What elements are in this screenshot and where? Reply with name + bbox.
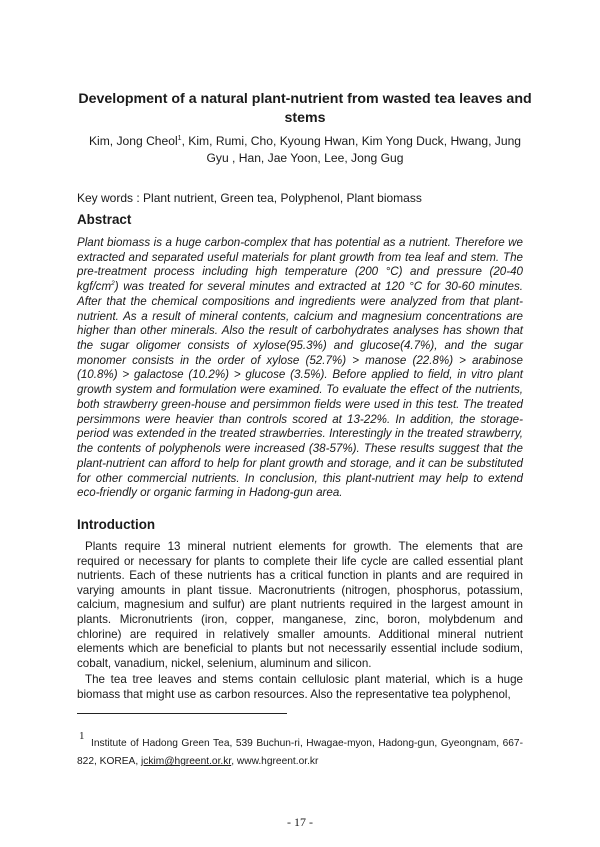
abstract-heading: Abstract [77, 212, 132, 227]
affiliation-marker: 1 [177, 135, 182, 142]
keywords: Key words : Plant nutrient, Green tea, Polyphenol, Plant biomass [77, 191, 422, 205]
introduction-heading: Introduction [77, 517, 156, 532]
footnote-text-part-2: , www.hgreent.or.kr [231, 756, 319, 767]
footnote-text-part-1: Institute of Hadong Green Tea, 539 Buchun-ri, Hwagae-myon, Hadong-gun, Gyeongnam, 667-822, KOREA, [77, 738, 523, 767]
footnote [77, 735, 523, 771]
abstract-text [77, 236, 523, 501]
introduction-paragraph-1: Plants require 13 mineral nutrient elements for growth. The elements that are required or necessary for plants to complete their life cycle are called essential plant nutrients. Each of these nutrients has a critical function in plants and are required in varying amounts in plant tissue. Macronutrients (nitrogen, phosphorus, potassium, calcium, magnesium and sulfur) are plant nutrients required in the largest amount in plants. Micronutrients (iron, copper, manganese, zinc, boron, molybdenum and chlorine) are required in relatively smaller amounts. Additional mineral nutrient elements which are beneficial to plants but not necessarily essential include sodium, cobalt, vanadium, nickel, selenium, aluminum and silicon. [77, 540, 523, 670]
superscript: 2 [111, 280, 115, 288]
abstract-text-part-1: Plant biomass is a huge carbon-complex that has potential as a nutrient. Therefore we extracted and separated useful materials for plant growth from tea leaf and stem. The pre-treatment process including high temperature (200 °C) and pressure (20-40 kgf/cm [77, 236, 523, 294]
page-number: - 17 - [287, 815, 313, 829]
paper-title: Development of a natural plant-nutrient from wasted tea leaves and stems [78, 91, 532, 126]
footnote-marker: 1 [79, 730, 85, 742]
first-author: Kim, Jong Cheol [88, 134, 178, 149]
other-authors: , Kim, Rumi, Cho, Kyoung Hwan, Kim Yong Duck, Hwang, Jung Gyu , Han, Jae Yoon, Lee, Jong Gug [181, 134, 522, 166]
introduction-paragraph-2: The tea tree leaves and stems contain cellulosic plant material, which is a huge biomass that might use as carbon resources. Also the representative tea polyphenol, [77, 673, 523, 701]
abstract-text-part-2: ) was treated for several minutes and extracted at 120 °C for 30-60 minutes. After that the chemical compositions and ingredients were analyzed from that plant-nutrient. As a result of mineral contents, calcium and magnesium concentrations are higher than other minerals. Also the result of carbohydrates analyses has shown that the sugar oligomer consists of xylose(95.3%) and glucose(4.7%), and the sugar monomer consists in the order of xylose (52.7%) > manose (22.8%) > arabinose (10.8%) > galactose (10.2%) > glucose (3.5%). Before applied to field, in vitro plant growth system and formulation were examined. To evaluate the effect of the nutrients, both strawberry green-house and persimmon fields were used in this test. The treated persimmons were heavier than controls scored at 13-22%. In addition, the storage-period was extended in the treated strawberries. Interestingly in the treated strawberry, the contents of polyphenols were increased (38-57%). These results suggest that the plant-nutrient can afford to help for plant growth and storage, and it can be substituted for other commercial nutrients. In conclusion, this plant-nutrient may help to extend eco-friendly or organic farming in Hadong-gun area. [77, 280, 523, 500]
footnote-divider [77, 713, 287, 714]
author-list [80, 130, 530, 167]
footnote-email-link[interactable]: jckim@hgreent.or.kr [141, 756, 232, 767]
